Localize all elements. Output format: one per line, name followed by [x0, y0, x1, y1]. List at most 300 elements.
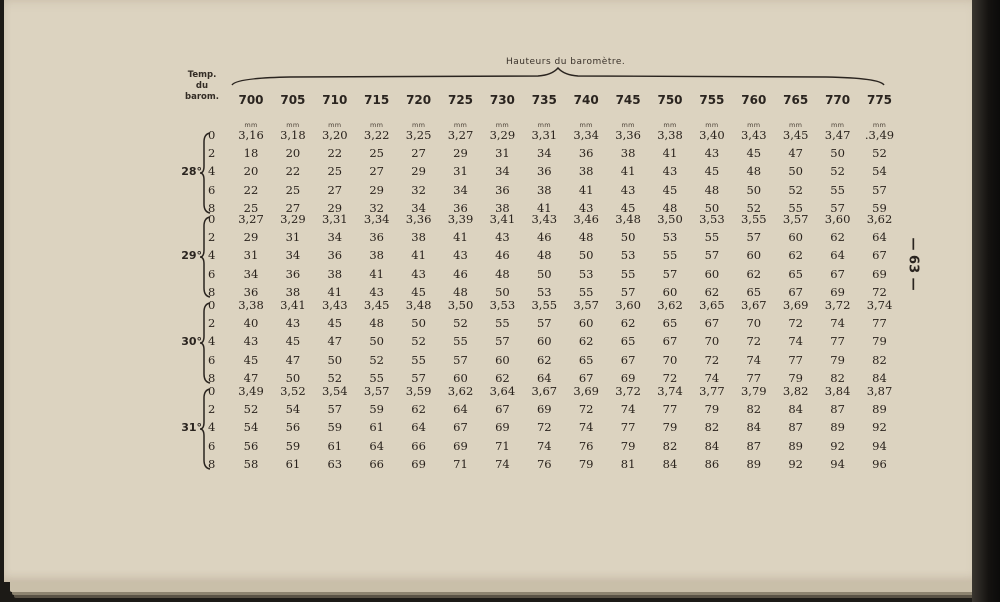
pressure-header: 740 — [573, 93, 599, 107]
table-cell: 25 — [327, 164, 343, 179]
table-cell: 3,34 — [573, 128, 599, 142]
table-cell: 69 — [453, 438, 468, 453]
table-cell: 48 — [495, 266, 510, 281]
table-cell: 3,84 — [824, 384, 851, 398]
table-cell: 50 — [746, 182, 762, 197]
table-cell: 3,45 — [782, 128, 809, 142]
table-cell: 20 — [243, 164, 259, 179]
temp-header-line: barom. — [185, 92, 219, 102]
table-cell: 34 — [411, 200, 426, 215]
table-cell: 31 — [285, 230, 301, 245]
table-cell: 3,47 — [824, 128, 851, 142]
table-cell: 43 — [453, 248, 468, 263]
table-cell: 48 — [746, 164, 762, 179]
table-cell: 27 — [285, 200, 301, 215]
table-cell: 47 — [285, 352, 301, 367]
table-cell: 36 — [369, 230, 384, 245]
table-cell: 89 — [746, 456, 762, 471]
pressure-header: 730 — [489, 93, 515, 107]
table-cell: 89 — [830, 420, 845, 435]
table-cell: 25 — [369, 146, 384, 161]
table-cell: 3,31 — [531, 128, 558, 142]
table-cell: 87 — [746, 438, 762, 453]
table-cell: 38 — [369, 248, 384, 263]
table-cell: 84 — [872, 370, 887, 385]
table-cell: 67 — [830, 266, 845, 281]
table-cell: 81 — [620, 456, 636, 471]
table-cell: 86 — [704, 456, 720, 471]
sub-temperature: 0 — [208, 212, 216, 226]
table-cell: 67 — [872, 248, 887, 263]
table-cell: 72 — [746, 334, 762, 349]
table-cell: 3,65 — [699, 298, 725, 312]
table-cell: 34 — [536, 146, 552, 161]
table-cell: 46 — [453, 266, 468, 281]
table-cell: 47 — [327, 334, 343, 349]
table-cell: 50 — [620, 230, 636, 245]
sub-temperature: 2 — [208, 230, 216, 245]
table-cell: 53 — [536, 284, 552, 299]
table-cell: 3,27 — [238, 212, 264, 226]
table-cell: 79 — [830, 352, 845, 367]
table-cell: 53 — [620, 248, 636, 263]
table-cell: 60 — [453, 370, 468, 385]
pressure-header: 775 — [866, 93, 893, 107]
table-cell: 69 — [411, 456, 426, 471]
table-cell: 70 — [746, 316, 762, 331]
table-cell: 3,69 — [782, 298, 809, 312]
table-cell: 50 — [830, 146, 845, 161]
unit-mm-label: mm — [705, 121, 719, 129]
table-cell: 29 — [411, 164, 426, 179]
table-cell: 65 — [788, 266, 803, 281]
table-cell: 55 — [830, 182, 845, 197]
page-number: — 63 — — [905, 237, 921, 291]
table-cell: 79 — [662, 420, 678, 435]
table-cell: 36 — [453, 200, 468, 215]
table-cell: 3,18 — [280, 128, 306, 142]
table-cell: 34 — [285, 248, 301, 263]
pressure-header: 770 — [825, 93, 851, 107]
table-cell: 3,67 — [531, 384, 558, 398]
table-cell: 57 — [620, 284, 636, 299]
table-cell: 25 — [285, 182, 301, 197]
table-cell: 43 — [495, 230, 510, 245]
table-cell: 62 — [830, 230, 845, 245]
table-cell: 3,16 — [238, 128, 264, 142]
temperature-label: 28° — [181, 165, 202, 179]
table-cell: 58 — [243, 456, 259, 471]
table-cell: 47 — [243, 370, 259, 385]
table-cell: 60 — [662, 284, 678, 299]
table-cell: 59 — [872, 200, 887, 215]
table-cell: 3,27 — [447, 128, 474, 142]
table-cell: 3,36 — [405, 212, 432, 226]
table-cell: 50 — [495, 284, 510, 299]
table-cell: 82 — [704, 420, 720, 435]
table-cell: 41 — [662, 146, 678, 161]
table-cell: 84 — [788, 402, 803, 417]
table-cell: 69 — [830, 284, 845, 299]
table-cell: 43 — [704, 146, 720, 161]
table-cell: 79 — [578, 456, 594, 471]
table-cell: 48 — [704, 182, 720, 197]
table-cell: 57 — [830, 200, 845, 215]
unit-mm-label: mm — [453, 121, 468, 129]
table-cell: 43 — [369, 284, 384, 299]
table-cell: 66 — [411, 438, 426, 453]
table-cell: 57 — [872, 182, 887, 197]
table-cell: 64 — [830, 248, 845, 263]
table-cell: 3,39 — [447, 212, 474, 226]
sub-temperature: 8 — [208, 284, 216, 299]
table-cell: 38 — [495, 200, 510, 215]
table-cell: 48 — [453, 284, 468, 299]
table-cell: 3,34 — [363, 212, 390, 226]
table-cell: 74 — [495, 456, 510, 471]
table-cell: 22 — [285, 164, 301, 179]
table-cell: 62 — [536, 352, 552, 367]
table-cell: 3,54 — [321, 384, 348, 398]
pressure-header: 750 — [657, 93, 683, 107]
pressure-header: 705 — [280, 93, 306, 107]
table-cell: 3,64 — [489, 384, 516, 398]
table-cell: 82 — [830, 370, 845, 385]
table-cell: 76 — [536, 456, 552, 471]
table-cell: 41 — [578, 182, 594, 197]
table-cell: 52 — [327, 370, 343, 385]
table-cell: 3,45 — [363, 298, 390, 312]
table-cell: 3,38 — [238, 298, 264, 312]
table-cell: 74 — [578, 420, 594, 435]
unit-mm-label: mm — [328, 121, 342, 129]
table-cell: 31 — [453, 164, 468, 179]
table-cell: 3,25 — [405, 128, 432, 142]
table-cell: 62 — [411, 402, 426, 417]
table-cell: 27 — [327, 182, 343, 197]
table-cell: 77 — [620, 420, 636, 435]
table-cell: 3,49 — [238, 384, 264, 398]
table-cell: 62 — [495, 370, 510, 385]
unit-mm-label: mm — [579, 121, 593, 129]
table-cell: 3,87 — [866, 384, 893, 398]
table-cell: 55 — [662, 248, 678, 263]
table-cell: 36 — [285, 266, 301, 281]
table-cell: 52 — [746, 200, 762, 215]
sub-temperature: 8 — [208, 456, 216, 471]
table-cell: 55 — [369, 370, 384, 385]
sub-temperature: 6 — [208, 266, 216, 281]
table-cell: 3,40 — [699, 128, 725, 142]
temp-header-line: Temp. — [187, 70, 217, 80]
table-cell: 36 — [327, 248, 343, 263]
table-cell: 3,31 — [321, 212, 348, 226]
table-cell: 38 — [285, 284, 301, 299]
temperature-label: 31° — [181, 421, 202, 435]
table-cell: 48 — [578, 230, 594, 245]
table-cell: 29 — [369, 182, 384, 197]
table-cell: 96 — [872, 456, 887, 471]
table-cell: 79 — [872, 334, 887, 349]
table-cell: 3,57 — [782, 212, 809, 226]
table-cell: 74 — [536, 438, 552, 453]
table-cell: 3,74 — [657, 384, 683, 398]
table-cell: 62 — [788, 248, 803, 263]
book-edge — [972, 0, 1000, 602]
table-cell: 72 — [788, 316, 803, 331]
table-cell: 41 — [327, 284, 343, 299]
table-cell: 48 — [536, 248, 552, 263]
table-cell: 53 — [662, 230, 678, 245]
table-cell: 89 — [788, 438, 803, 453]
pressure-header: 710 — [322, 93, 348, 107]
table-cell: 65 — [662, 316, 678, 331]
table-cell: 45 — [662, 182, 678, 197]
table-cell: 50 — [327, 352, 343, 367]
pressure-header: 745 — [615, 93, 641, 107]
table-cell: 36 — [536, 164, 552, 179]
table-cell: 3,48 — [615, 212, 641, 226]
table-cell: 3,50 — [447, 298, 474, 312]
table-cell: 59 — [327, 420, 343, 435]
table-cell: 3,52 — [280, 384, 306, 398]
table-cell: 87 — [830, 402, 845, 417]
table-cell: 41 — [453, 230, 468, 245]
table-cell: 3,20 — [321, 128, 348, 142]
table-cell: 3,22 — [363, 128, 390, 142]
table-cell: 74 — [830, 316, 845, 331]
unit-mm-label: mm — [244, 121, 258, 129]
table-cell: 94 — [872, 438, 887, 453]
table-cell: 72 — [704, 352, 720, 367]
sub-temperature: 6 — [208, 352, 216, 367]
table-cell: 34 — [243, 266, 259, 281]
table-cell: 57 — [536, 316, 552, 331]
table-cell: 66 — [369, 456, 384, 471]
table-cell: 29 — [453, 146, 468, 161]
sub-temperature: 4 — [208, 248, 216, 263]
table-cell: 38 — [620, 146, 636, 161]
table-cell: 64 — [453, 402, 468, 417]
table-cell: 41 — [620, 164, 636, 179]
table-cell: 72 — [662, 370, 678, 385]
table-cell: 55 — [411, 352, 426, 367]
table-cell: 38 — [411, 230, 426, 245]
table-cell: 67 — [788, 284, 803, 299]
table-cell: 67 — [620, 352, 636, 367]
sub-temperature: 6 — [208, 438, 216, 453]
table-cell: 29 — [243, 230, 259, 245]
table-cell: 54 — [243, 420, 259, 435]
table-cell: 45 — [243, 352, 259, 367]
table-cell: 57 — [746, 230, 762, 245]
table-cell: 59 — [285, 438, 301, 453]
table-cell: 43 — [285, 316, 301, 331]
table-cell: 3,29 — [489, 128, 516, 142]
table-cell: 89 — [872, 402, 887, 417]
table-cell: 38 — [578, 164, 594, 179]
sub-temperature: 6 — [208, 182, 216, 197]
table-cell: 20 — [285, 146, 301, 161]
pressure-header: 715 — [364, 93, 390, 107]
table-cell: 22 — [327, 146, 343, 161]
table-cell: 94 — [830, 456, 845, 471]
table-cell: 3,57 — [363, 384, 390, 398]
table-cell: 61 — [327, 438, 343, 453]
table-cell: 41 — [536, 200, 552, 215]
table-cell: 3,59 — [405, 384, 432, 398]
pressure-header: 760 — [741, 93, 767, 107]
table-cell: 40 — [243, 316, 259, 331]
table-cell: 77 — [872, 316, 887, 331]
table-cell: 79 — [788, 370, 803, 385]
table-cell: 45 — [411, 284, 426, 299]
unit-mm-label: mm — [411, 121, 426, 129]
table-cell: 74 — [788, 334, 803, 349]
table-cell: 43 — [662, 164, 678, 179]
table-cell: 50 — [704, 200, 720, 215]
sub-temperature: 0 — [208, 128, 216, 142]
table-cell: 92 — [788, 456, 803, 471]
table-cell: 50 — [578, 248, 594, 263]
table-cell: 36 — [243, 284, 259, 299]
table-cell: 74 — [620, 402, 636, 417]
table-cell: 34 — [495, 164, 510, 179]
table-cell: 36 — [578, 146, 594, 161]
unit-mm-label: mm — [663, 121, 677, 129]
table-cell: 43 — [243, 334, 259, 349]
table-cell: 60 — [704, 266, 720, 281]
table-cell: 3,41 — [280, 298, 306, 312]
table-cell: 50 — [369, 334, 384, 349]
table-cell: 22 — [243, 182, 259, 197]
table-cell: 69 — [495, 420, 510, 435]
pressure-header: 725 — [447, 93, 474, 107]
table-cell: 69 — [872, 266, 887, 281]
table-cell: 45 — [746, 146, 762, 161]
table-cell: 18 — [243, 146, 259, 161]
table-cell: 3,79 — [740, 384, 767, 398]
header-brace — [230, 66, 886, 86]
table-cell: 36 — [495, 182, 510, 197]
table-cell: 62 — [746, 266, 762, 281]
table-cell: 77 — [830, 334, 845, 349]
table-cell: 45 — [285, 334, 301, 349]
table-cell: 54 — [872, 164, 887, 179]
table-cell: 72 — [536, 420, 552, 435]
table-cell: 69 — [620, 370, 636, 385]
table-cell: 87 — [788, 420, 803, 435]
table-cell: 57 — [453, 352, 468, 367]
sub-temperature: 0 — [208, 298, 216, 312]
table-cell: 52 — [788, 182, 803, 197]
table-cell: 3,29 — [280, 212, 306, 226]
table-cell: 38 — [536, 182, 552, 197]
table-cell: 63 — [327, 456, 343, 471]
table-cell: 38 — [327, 266, 343, 281]
table-cell: 60 — [536, 334, 552, 349]
table-cell: 65 — [746, 284, 762, 299]
table-cell: 3,48 — [405, 298, 432, 312]
unit-mm-label: mm — [747, 121, 761, 129]
table-cell: 55 — [620, 266, 636, 281]
table-cell: 64 — [369, 438, 384, 453]
table-cell: 48 — [369, 316, 384, 331]
table-cell: 25 — [243, 200, 259, 215]
temp-column-header — [180, 70, 224, 103]
table-cell: 57 — [662, 266, 678, 281]
table-cell: 70 — [662, 352, 678, 367]
table-cell: 50 — [411, 316, 426, 331]
table-cell: 72 — [872, 284, 887, 299]
table-cell: 3,53 — [489, 298, 516, 312]
unit-mm-label: mm — [621, 121, 635, 129]
table-cell: 77 — [662, 402, 678, 417]
table-cell: 3,43 — [531, 212, 558, 226]
table-cell: 46 — [495, 248, 510, 263]
table-cell: 50 — [536, 266, 552, 281]
table-cell: 60 — [578, 316, 594, 331]
table-cell: 32 — [369, 200, 384, 215]
table-cell: 3,53 — [699, 212, 725, 226]
table-cell: 61 — [285, 456, 301, 471]
table-cell: 3,50 — [657, 212, 683, 226]
table-cell: 69 — [536, 402, 552, 417]
sub-temperature: 4 — [208, 420, 216, 435]
table-cell: 60 — [788, 230, 803, 245]
temperature-label: 30° — [181, 335, 202, 349]
temperature-label: 29° — [181, 249, 202, 263]
pressure-header: 735 — [531, 93, 557, 107]
sub-temperature: 8 — [208, 370, 216, 385]
table-cell: 60 — [746, 248, 762, 263]
table-cell: 62 — [704, 284, 720, 299]
table-cell: 32 — [411, 182, 426, 197]
unit-mm-label: mm — [537, 121, 551, 129]
table-cell: 31 — [243, 248, 259, 263]
table-cell: 3,62 — [866, 212, 893, 226]
table-cell: 3,62 — [657, 298, 683, 312]
unit-mm-label: mm — [789, 121, 803, 129]
table-cell: 52 — [411, 334, 426, 349]
table-cell: 31 — [495, 146, 510, 161]
sub-temperature: 2 — [208, 146, 216, 161]
table-cell: 67 — [704, 316, 720, 331]
table-cell: 65 — [620, 334, 636, 349]
table-cell: 3,77 — [699, 384, 725, 398]
table-cell: 55 — [578, 284, 594, 299]
table-cell: 3,43 — [740, 128, 767, 142]
table-cell: 3,60 — [615, 298, 641, 312]
table-cell: 56 — [285, 420, 301, 435]
table-cell: 74 — [704, 370, 720, 385]
table-cell: 3,72 — [615, 384, 641, 398]
table-cell: 29 — [327, 200, 343, 215]
table-cell: 3,43 — [321, 298, 348, 312]
table-cell: 72 — [578, 402, 594, 417]
table-cell: 77 — [788, 352, 803, 367]
table-cell: 82 — [746, 402, 762, 417]
table-cell: 82 — [872, 352, 887, 367]
unit-mm-label: mm — [830, 121, 845, 129]
table-cell: 3,55 — [531, 298, 558, 312]
table-cell: 3,55 — [740, 212, 767, 226]
unit-mm-label: mm — [872, 121, 887, 129]
table-cell: 43 — [578, 200, 594, 215]
table-cell: 3,72 — [824, 298, 851, 312]
table-cell: 3,82 — [782, 384, 809, 398]
table-cell: 84 — [662, 456, 678, 471]
